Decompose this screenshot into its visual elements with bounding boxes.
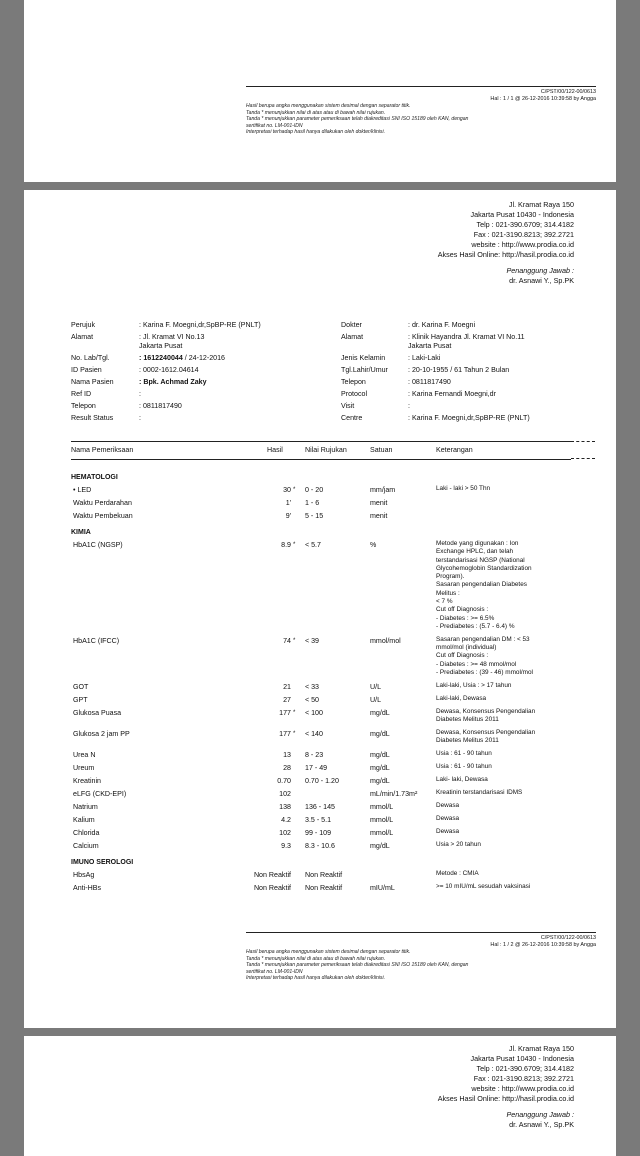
info-label: Centre	[341, 414, 363, 422]
test-name: Glukosa Puasa	[73, 708, 122, 717]
responsible-label: Penanggung Jawab :	[506, 266, 574, 275]
test-result: 177	[279, 708, 291, 717]
telephone: Telp : 021-390.6709; 314.4182	[476, 1064, 574, 1073]
test-result: Non Reaktif	[253, 870, 291, 879]
table-row	[71, 827, 591, 840]
test-name: Urea N	[73, 750, 96, 759]
address-line: Jakarta Pusat 10430 - Indonesia	[470, 1054, 574, 1063]
telephone: Telp : 021-390.6709; 314.4182	[476, 220, 574, 229]
unit: U/L	[370, 682, 382, 691]
responsible-label: Penanggung Jawab :	[506, 1110, 574, 1119]
info-value-text: : Jl. Kramat VI No.13 Jakarta Pusat	[139, 333, 205, 350]
table-row	[71, 762, 591, 775]
report-page-3	[24, 1036, 616, 1156]
test-name: Waktu Pembekuan	[73, 512, 133, 520]
table-row	[71, 749, 591, 762]
letterhead	[438, 1044, 574, 1130]
footer-note: Hasil berupa angka menggunakan sistem desimal dengan separator titik.	[246, 949, 411, 955]
reference-range: Non Reaktif	[305, 883, 343, 892]
remarks: Kreatinin terstandarisasi IDMS	[436, 788, 523, 796]
unit: menit	[370, 499, 388, 507]
remarks: Metode yang digunakan : Ion Exchange HPLC, dan telah terstandarisasi NGSP (National Glycohemoglobin Standardization Program). Sasaran pengendalian Diabetes Melitus : < 7 % Cut off Diagnosis : - Diabetes : >= 6.5% - Prediabetes : (5.7 - 6.4) %	[436, 540, 532, 630]
info-value	[408, 354, 440, 363]
reference-range: < 140	[305, 729, 323, 738]
test-name: Waktu Perdarahan	[73, 499, 132, 507]
abnormal-flag: *	[293, 637, 296, 644]
remarks: Laki- laki, Dewasa	[436, 775, 488, 783]
info-row	[341, 321, 530, 330]
reference-range: 136 - 145	[305, 802, 335, 811]
test-name: Glukosa 2 jam PP	[73, 729, 130, 738]
info-row	[71, 354, 261, 363]
test-name: GOT	[73, 682, 89, 691]
table-row	[71, 788, 591, 801]
info-row	[71, 321, 261, 330]
info-label: Telepon	[341, 378, 366, 386]
info-value	[139, 354, 225, 363]
footer-note: Tanda * menunjukkan parameter pemeriksaan telah diakreditasi SNI ISO 15189 oleh KAN, dengan	[246, 962, 469, 969]
unit: mmol/L	[370, 815, 394, 824]
table-row	[71, 869, 591, 882]
info-label: Tgl.Lahir/Umur	[341, 366, 388, 374]
info-value	[139, 378, 207, 387]
info-label: Alamat	[71, 333, 94, 341]
footer-rule	[246, 932, 596, 933]
info-label: Visit	[341, 402, 355, 410]
footer-rule	[246, 86, 596, 87]
col-hasil: Hasil	[267, 446, 283, 454]
info-value	[408, 366, 509, 375]
results-table-body	[71, 472, 591, 895]
remarks: Metode : CMIA	[436, 869, 479, 877]
info-value	[408, 378, 451, 387]
info-label: Dokter	[341, 321, 362, 329]
test-result: 1'	[285, 499, 291, 507]
info-row	[71, 402, 261, 411]
unit: mg/dL	[370, 763, 390, 772]
patient-info-right	[341, 321, 530, 426]
patient-info-left	[71, 321, 261, 426]
info-label: Alamat	[341, 333, 364, 341]
letterhead	[438, 200, 574, 286]
table-row	[71, 728, 591, 749]
info-row	[71, 414, 261, 423]
info-value-text: :	[139, 414, 141, 422]
remarks: Sasaran pengendalian DM : < 53 mmol/mol (individual) Cut off Diagnosis : - Diabetes : >= 48 mmol/mol - Prediabetes : (39 - 46) mmol/mol	[436, 635, 533, 676]
info-label: Telepon	[71, 402, 96, 410]
info-value-text: : 20-10-1955 / 61 Tahun 2 Bulan	[408, 366, 510, 374]
website: website : http://www.prodia.co.id	[471, 240, 574, 249]
table-row	[71, 681, 591, 694]
responsible-name: dr. Asnawi Y., Sp.PK	[509, 1120, 574, 1129]
table-row	[71, 484, 591, 497]
test-name: Kreatinin	[73, 776, 101, 785]
footer-note: Tanda * menunjukkan parameter pemeriksaan telah diakreditasi SNI ISO 15189 oleh KAN, dengan	[246, 116, 469, 123]
test-result: 138	[279, 802, 291, 811]
info-value	[139, 366, 199, 375]
remarks: Laki - laki > 50 Thn	[436, 485, 491, 492]
test-result: 28	[283, 763, 291, 772]
footer-note: Tanda * menunjukkan nilai di atas atau di bawah nilai rujukan.	[246, 955, 386, 962]
test-name: Natrium	[73, 802, 98, 811]
remarks: Usia : 61 - 90 tahun	[436, 749, 492, 757]
online-access: Akses Hasil Online: http://hasil.prodia.co.id	[437, 1094, 574, 1103]
reference-range: 5 - 15	[305, 512, 324, 520]
test-result: 9'	[285, 512, 291, 520]
info-label: Perujuk	[71, 321, 96, 329]
dashed-rule	[571, 458, 595, 459]
report-page-1	[24, 0, 616, 182]
test-result: 30	[283, 486, 291, 494]
test-result: 4.2	[281, 815, 291, 824]
info-value	[139, 321, 261, 330]
unit: mmol/mol	[370, 636, 401, 645]
table-row	[71, 775, 591, 788]
info-row	[341, 414, 530, 423]
test-name: Anti-HBs	[73, 883, 101, 892]
unit: mg/dL	[370, 776, 390, 785]
table-row	[71, 840, 591, 853]
test-name: HbA1C (NGSP)	[73, 541, 123, 549]
info-value-bold: : Bpk. Achmad Zaky	[139, 378, 207, 386]
col-name: Nama Pemeriksaan	[71, 446, 134, 454]
unit: mg/dL	[370, 841, 390, 850]
info-label: No. Lab/Tgl.	[71, 354, 110, 362]
website: website : http://www.prodia.co.id	[471, 1084, 574, 1093]
reference-range: < 33	[305, 682, 320, 691]
test-name: HbA1C (IFCC)	[73, 636, 120, 645]
info-value-text: : 0002-1612.04614	[139, 366, 199, 374]
address-line: Jl. Kramat Raya 150	[508, 1044, 574, 1053]
info-row	[71, 333, 261, 351]
fax: Fax : 021-3190.8213; 392.2721	[473, 230, 574, 239]
unit: mg/dL	[370, 729, 390, 738]
footer-note: Hasil berupa angka menggunakan sistem desimal dengan separator titik.	[246, 103, 411, 109]
test-result: 0.70	[277, 776, 291, 785]
info-value-text: : 0811817490	[139, 402, 182, 410]
remarks: Dewasa	[436, 814, 460, 822]
report-page-2	[24, 190, 616, 1028]
reference-range: 1 - 6	[305, 499, 320, 507]
test-result: 177	[279, 729, 291, 738]
unit: %	[370, 541, 377, 549]
info-value	[408, 333, 525, 351]
info-value-text: : 0811817490	[408, 378, 451, 386]
table-row	[71, 497, 591, 510]
unit: mmol/L	[370, 802, 394, 811]
reference-range: 99 - 109	[305, 828, 332, 837]
reference-range: < 5.7	[305, 541, 321, 549]
test-result: Non Reaktif	[253, 883, 291, 892]
test-name: HbsAg	[73, 870, 95, 879]
table-row	[71, 694, 591, 707]
info-label: Nama Pasien	[71, 378, 114, 386]
footer-note: sertifikat no. LM-001-IDN	[246, 122, 303, 129]
info-label: ID Pasien	[71, 366, 102, 374]
dashed-rule	[571, 441, 595, 442]
remarks: Dewasa, Konsensus Pengendalian Diabetes Melitus 2011	[436, 728, 536, 745]
reference-range: 0 - 20	[305, 486, 324, 494]
reference-range: < 100	[305, 708, 323, 717]
info-row	[341, 390, 530, 399]
remarks: Dewasa	[436, 827, 460, 835]
abnormal-flag: *	[293, 542, 296, 548]
info-row	[71, 378, 261, 387]
test-result: 21	[283, 682, 291, 691]
document-code: C/PST/00/122-00/0613	[540, 89, 596, 95]
table-row	[71, 510, 591, 523]
test-name: Kalium	[73, 815, 95, 824]
reference-range: 8.3 - 10.6	[305, 841, 335, 850]
info-value-text: : Karina F. Moegni,dr,SpBP-RE (PNLT)	[139, 321, 261, 329]
info-value	[408, 390, 496, 399]
info-label: Protocol	[341, 390, 368, 398]
info-row	[341, 402, 530, 411]
abnormal-flag: *	[293, 709, 296, 716]
online-access: Akses Hasil Online: http://hasil.prodia.co.id	[437, 250, 574, 259]
page-footer	[246, 86, 596, 136]
info-value-text: : Klinik Hayandra Jl. Kramat VI No.11 Jakarta Pusat	[408, 333, 525, 350]
info-value-text: : Laki-Laki	[408, 354, 441, 362]
footer-note: Interpretasi terhadap hasil hanya dilakukan oleh dokter/klinisi.	[246, 975, 386, 982]
unit: mIU/mL	[370, 883, 395, 892]
results-table-header	[71, 441, 571, 460]
table-row	[71, 635, 591, 681]
info-label: Ref ID	[71, 390, 92, 398]
page-info: Hal : 1 / 2 @ 26-12-2016 10:39:58 by Angga	[490, 942, 596, 948]
reference-range: 0.70 - 1.20	[305, 776, 339, 785]
info-value	[408, 321, 475, 330]
remarks: >= 10 mIU/mL sesudah vaksinasi	[436, 882, 531, 890]
info-value-text: : Karina Fernandi Moegni,dr	[408, 390, 496, 398]
col-keterangan: Keterangan	[436, 446, 473, 454]
test-name: Calcium	[73, 841, 99, 850]
reference-range: Non Reaktif	[305, 870, 343, 879]
info-value	[139, 390, 141, 399]
table-row	[71, 707, 591, 728]
test-result: 102	[279, 789, 291, 798]
test-result: 74	[283, 636, 291, 645]
reference-range: 3.5 - 5.1	[305, 815, 332, 824]
remarks: Laki-laki, Usia : > 17 tahun	[436, 681, 512, 689]
info-value-text: :	[408, 402, 410, 410]
address-line: Jakarta Pusat 10430 - Indonesia	[470, 210, 574, 219]
reference-range: < 50	[305, 695, 320, 704]
remarks: Dewasa, Konsensus Pengendalian Diabetes Melitus 2011	[436, 707, 536, 724]
info-row	[341, 366, 530, 375]
fax: Fax : 021-3190.8213; 392.2721	[473, 1074, 574, 1083]
unit: menit	[370, 512, 388, 520]
info-value	[139, 402, 182, 411]
info-row	[71, 366, 261, 375]
col-ref: Nilai Rujukan	[305, 446, 347, 454]
info-value	[408, 414, 530, 423]
remarks: Usia > 20 tahun	[436, 840, 481, 848]
footer-note: Interpretasi terhadap hasil hanya dilakukan oleh dokter/klinisi.	[246, 129, 386, 136]
page-footer	[246, 932, 596, 982]
section-title: HEMATOLOGI	[71, 474, 118, 481]
remarks: Usia : 61 - 90 tahun	[436, 762, 492, 770]
test-result: 102	[279, 828, 291, 837]
page-info: Hal : 1 / 1 @ 26-12-2016 10:39:58 by Angga	[490, 96, 596, 102]
table-row	[71, 801, 591, 814]
info-value	[139, 333, 204, 351]
reference-range: < 39	[305, 636, 320, 645]
remarks: Laki-laki, Dewasa	[436, 694, 487, 702]
info-row	[341, 354, 530, 363]
table-row	[71, 539, 591, 635]
unit: mL/min/1.73m²	[370, 789, 418, 798]
abnormal-flag: *	[293, 730, 296, 737]
col-satuan: Satuan	[370, 446, 393, 454]
test-name: eLFG (CKD-EPI)	[73, 789, 127, 798]
info-value-text: / 24-12-2016	[182, 354, 225, 362]
info-row	[71, 390, 261, 399]
info-row	[341, 378, 530, 387]
unit: mg/dL	[370, 750, 390, 759]
info-label: Jenis Kelamin	[341, 354, 386, 362]
unit: mm/jam	[370, 486, 396, 494]
unit: mmol/L	[370, 828, 394, 837]
unit: mg/dL	[370, 708, 390, 717]
section-title: IMUNO SEROLOGI	[71, 858, 134, 866]
info-value-text: : dr. Karina F. Moegni	[408, 321, 476, 329]
test-result: 27	[283, 695, 291, 704]
info-value-text: :	[139, 390, 141, 398]
remarks: Dewasa	[436, 801, 460, 809]
unit: U/L	[370, 695, 382, 704]
footer-note: Tanda * menunjukkan nilai di atas atau di bawah nilai rujukan.	[246, 109, 386, 116]
reference-range: 17 - 49	[305, 763, 328, 772]
test-result: 9.3	[281, 841, 291, 850]
abnormal-flag: *	[293, 487, 296, 493]
test-result: 13	[283, 750, 291, 759]
info-value-bold: : 1612240044	[139, 354, 183, 362]
responsible-name: dr. Asnawi Y., Sp.PK	[509, 276, 574, 285]
info-row	[341, 333, 530, 351]
test-result: 8.9	[281, 541, 291, 549]
info-label: Result Status	[71, 414, 114, 422]
address-line: Jl. Kramat Raya 150	[508, 200, 574, 209]
table-row	[71, 814, 591, 827]
reference-range: 8 - 23	[305, 750, 324, 759]
test-name: Ureum	[73, 763, 95, 772]
footer-note: sertifikat no. LM-001-IDN	[246, 968, 303, 975]
document-code: C/PST/00/122-00/0613	[540, 935, 596, 941]
section-title: KIMIA	[71, 529, 91, 536]
test-name: Chlorida	[73, 828, 100, 837]
info-value	[139, 414, 141, 423]
test-name: • LED	[73, 486, 92, 494]
table-row	[71, 882, 591, 895]
info-value	[408, 402, 410, 411]
info-value-text: : Karina F. Moegni,dr,SpBP-RE (PNLT)	[408, 414, 530, 422]
test-name: GPT	[73, 695, 88, 704]
